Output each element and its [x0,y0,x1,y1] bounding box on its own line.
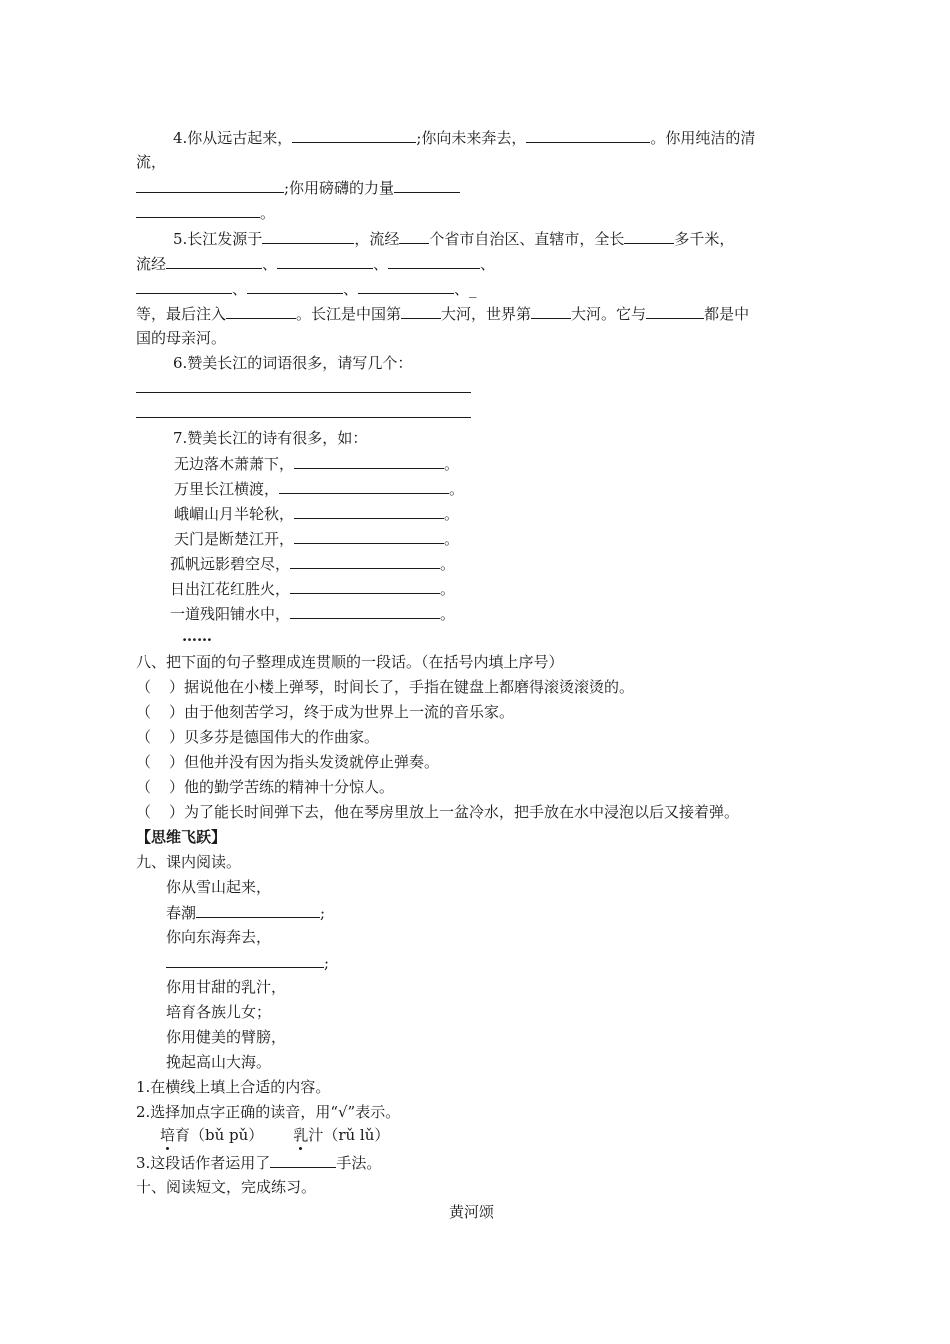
q5-text-h: 大河，世界第 [441,305,532,323]
s9-q3-blank[interactable] [270,1152,336,1168]
s8-item-3 [136,727,379,747]
item-text: 贝多芬是德国伟大的作曲家。 [184,728,380,746]
s8-item-1 [136,677,634,697]
q5-blank-source[interactable] [262,228,354,244]
item-text: 但他并没有因为指头发烫就停止弹奏。 [184,753,440,771]
paren-open: （ [136,703,152,721]
poem-blank[interactable] [290,603,440,619]
q4-line2: 流， [136,153,167,171]
q5-blank-p4[interactable] [136,278,232,294]
paren-close: ） [169,703,185,721]
s9-poem-line-6: 培育各族儿女； [166,1003,272,1021]
sep: 、 [454,280,470,298]
paren-close: ） [169,753,185,771]
paren-close: ） [169,678,185,696]
sep: 、 [262,255,278,273]
q7-poem-4 [174,528,459,549]
q4-blank-3[interactable] [136,177,284,193]
q3-text-b: 手法。 [336,1154,382,1172]
q7-poem-7 [170,603,455,624]
s9-q1: 1.在横线上填上合适的内容。 [136,1078,331,1096]
poem-blank[interactable] [290,578,440,594]
paren-close: ） [169,778,185,796]
q5-blank-rank-cn[interactable] [401,303,441,319]
period: 。 [444,530,460,548]
q4-end: 。 [260,204,276,222]
q4-blank-4[interactable] [394,177,460,193]
item-text: 据说他在小楼上弹琴，时间长了，手指在键盘上都磨得滚烫滚烫的。 [184,678,635,696]
q6-prompt: 6.赞美长江的词语很多，请写几个： [173,354,413,372]
q5-text-b: ，流经 [354,230,400,248]
dotted-char-ru: 乳 [293,1126,309,1144]
paren-open: （ [136,778,152,796]
s9-title: 九、课内阅读。 [136,853,242,871]
paren-open: （ [136,803,152,821]
item-text: 他的勤学苦练的精神十分惊人。 [184,778,395,796]
q4-blank-5[interactable] [136,202,260,218]
q5-text-d: 多千米， [674,230,735,248]
q5-text-a: 5.长江发源于 [173,230,263,248]
semicolon: ; [324,954,330,972]
q4-line4 [136,202,275,223]
q5-blank-p1[interactable] [166,253,262,269]
s10-title: 十、阅读短文，完成练习。 [136,1178,317,1196]
period: 。 [440,580,456,598]
semicolon: ; [320,904,326,922]
q4-text-b: ;你向未来奔去， [416,129,527,147]
q3-text-a: 3.这段话作者运用了 [136,1154,271,1172]
s9-poem-line-8: 挽起高山大海。 [166,1053,272,1071]
q5-blank-sea[interactable] [226,303,296,319]
poem-blank[interactable] [294,528,444,544]
q4-text-a: 4.你从远古起来， [173,129,293,147]
s9-poem-line-2 [166,902,325,923]
q5-text-f: 等，最后注入 [136,305,227,323]
poem-text: 一道残阳铺水中， [170,605,291,623]
s9-q3 [136,1152,381,1173]
q7-poem-3 [174,503,459,524]
s8-item-6 [136,802,739,822]
q5-blank-p3[interactable] [388,253,480,269]
q5-blank-p5[interactable] [247,278,343,294]
q6-answer-line-2[interactable] [136,417,471,418]
poem-text: 孤帆远影碧空尽， [170,555,291,573]
period: 。 [449,480,465,498]
s9-poem-line-1: 你从雪山起来， [166,878,272,896]
q7-poem-5 [170,553,455,574]
poem-blank[interactable] [294,453,444,469]
paren-open: （ [136,753,152,771]
poem-text: 日出江花红胜火， [170,580,291,598]
q7-poem-6 [170,578,455,599]
period: 。 [444,505,460,523]
s9-blank-2[interactable] [166,952,324,968]
s8-title: 八、把下面的句子整理成连贯顺的一段话。（在括号内填上序号） [136,653,564,671]
s9-pinyin-choices [160,1125,389,1145]
item-text: 由于他刻苦学习，终于成为世界上一流的音乐家。 [184,703,515,721]
q5-blank-length[interactable] [624,228,674,244]
q7-ellipsis: …… [182,627,212,645]
s10-article-heading: 黄河颂 [449,1203,495,1221]
period: 。 [440,605,456,623]
q4-text-c: 。你用纯洁的清 [650,129,756,147]
poem-text: 春潮 [166,904,197,922]
q6-answer-line-1[interactable] [136,392,471,393]
paren-close: ） [169,803,185,821]
sep: 、 [232,280,248,298]
q5-line3 [136,278,477,299]
s9-poem-line-7: 你用健美的臂膀， [166,1028,287,1046]
sep: 、 [373,255,389,273]
q5-text-e: 流经 [136,255,167,273]
s9-poem-line-3: 你向东海奔去， [166,928,272,946]
paren-open: （ [136,678,152,696]
q5-line5: 国的母亲河。 [136,329,227,347]
q5-blank-p6[interactable] [358,278,454,294]
q7-title: 7.赞美长江的诗有很多，如： [173,429,368,447]
sep: 、 [343,280,359,298]
q5-blank-river[interactable] [646,303,704,319]
item-text: 为了能长时间弹下去，他在琴房里放上一盆冷水，把手放在水中浸泡以后又接着弹。 [184,803,740,821]
poem-blank[interactable] [294,503,444,519]
q5-blank-rank-world[interactable] [531,303,571,319]
thinking-leap-heading: 【思维飞跃】 [136,828,227,846]
q5-line4 [136,303,749,324]
q5-text-c: 个省市自治区、直辖市，全长 [429,230,625,248]
q5-line1 [173,228,734,249]
q7-poem-1 [174,453,459,474]
q4-text-d: ;你用磅礴的力量 [284,179,395,197]
q4-line1 [173,127,755,148]
poem-text: 天门是断楚江开， [174,530,295,548]
poem-text: 万里长江横渡， [174,480,280,498]
period: 。 [444,455,460,473]
q5-blank-count[interactable] [399,228,429,244]
s9-blank-1[interactable] [196,902,320,918]
s9-poem-line-5: 你用甘甜的乳汁， [166,978,287,996]
q5-text-i: 大河。它与 [571,305,647,323]
s9-q2: 2.选择加点字正确的读音，用“√”表示。 [136,1103,401,1121]
s9-poem-line-4 [166,952,329,973]
q5-text-j: 都是中 [704,305,750,323]
poem-blank[interactable] [290,553,440,569]
dotted-char-pei: 培 [160,1126,176,1144]
q4-line3 [136,177,460,198]
poem-blank[interactable] [279,478,449,494]
q5-blank-p2[interactable] [277,253,373,269]
pinyin-choice-1[interactable]: 育（bǔ pǔ） [175,1126,264,1144]
q4-blank-1[interactable] [292,127,416,143]
q4-blank-2[interactable] [526,127,650,143]
paren-close: ） [169,728,185,746]
poem-text: 无边落木萧萧下， [174,455,295,473]
period: 。 [440,555,456,573]
s8-item-2 [136,702,514,722]
s8-item-5 [136,777,394,797]
q5-line2 [136,253,495,274]
q5-text-g: 。长江是中国第 [296,305,402,323]
q5-tail: _ [469,280,477,298]
s8-item-4 [136,752,439,772]
poem-text: 峨嵋山月半轮秋， [174,505,295,523]
pinyin-choice-2[interactable]: 汁（rǔ lǔ） [308,1126,390,1144]
paren-open: （ [136,728,152,746]
sep: 、 [480,255,496,273]
q7-poem-2 [174,478,464,499]
